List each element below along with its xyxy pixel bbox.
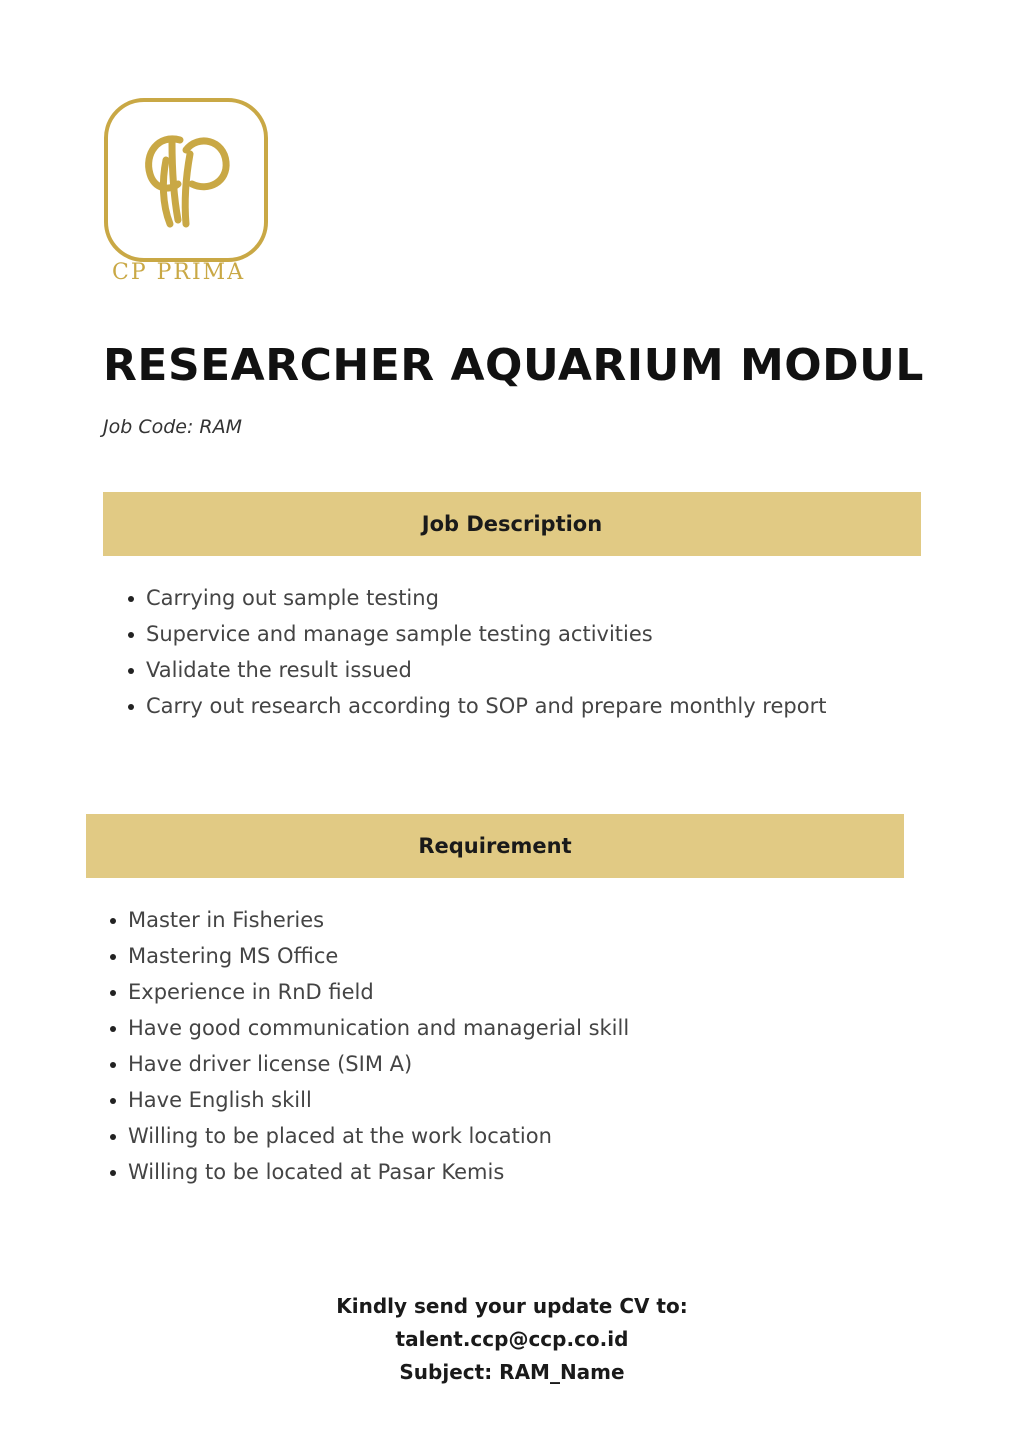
contact-email: talent.ccp@ccp.co.id [395,1327,629,1351]
requirement-list [108,902,629,1190]
list-item: Willing to be located at Pasar Kemis [108,1154,629,1190]
application-instructions [0,1290,1024,1389]
list-item: Carrying out sample testing [126,580,826,616]
list-item: Carry out research according to SOP and prepare monthly report [126,688,826,724]
job-description-heading: Job Description [421,512,603,536]
list-item: Validate the result issued [126,652,826,688]
list-item: Mastering MS Office [108,938,629,974]
list-item: Experience in RnD field [108,974,629,1010]
cv-instruction: Kindly send your update CV to: [336,1294,688,1318]
list-item: Supervice and manage sample testing activities [126,616,826,652]
list-item: Master in Fisheries [108,902,629,938]
job-description-header [103,492,921,556]
job-description-list [126,580,826,724]
list-item: Have good communication and managerial skill [108,1010,629,1046]
job-code: Job Code: RAM [103,416,243,438]
logo-text: CP PRIMA [112,260,246,285]
list-item: Have English skill [108,1082,629,1118]
email-subject: Subject: RAM_Name [399,1360,625,1384]
requirement-heading: Requirement [418,834,572,858]
requirement-header [86,814,904,878]
list-item: Willing to be placed at the work location [108,1118,629,1154]
company-logo [104,98,272,298]
cp-prima-logo-icon [128,120,248,240]
list-item: Have driver license (SIM A) [108,1046,629,1082]
job-title: RESEARCHER AQUARIUM MODUL [103,340,924,391]
